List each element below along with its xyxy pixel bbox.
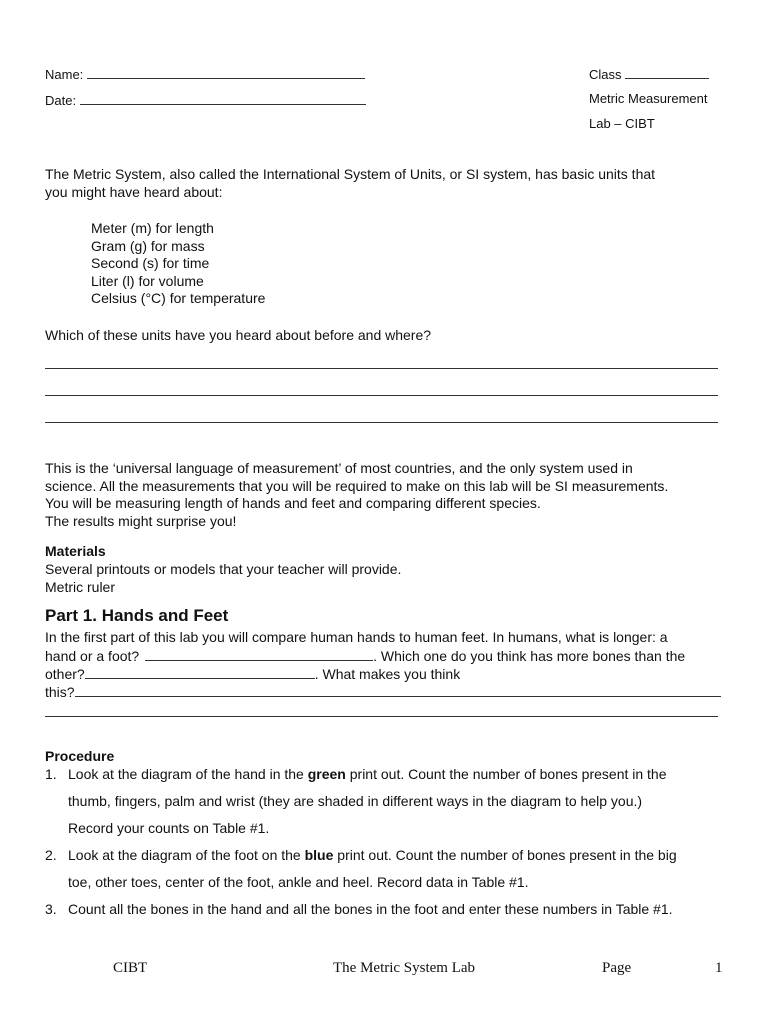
more-bones-answer-line[interactable] bbox=[85, 665, 315, 679]
footer-page-number: 1 bbox=[715, 960, 723, 976]
date-input-line[interactable] bbox=[80, 91, 366, 105]
name-label: Name: bbox=[45, 67, 84, 82]
date-label: Date: bbox=[45, 93, 77, 108]
answer-line[interactable] bbox=[45, 716, 718, 717]
doc-title-line2: Lab – CIBT bbox=[589, 116, 655, 131]
materials-heading: Materials bbox=[45, 543, 106, 559]
materials-item: Several printouts or models that your teacher will provide. bbox=[45, 561, 402, 577]
part1-line2: hand or a foot? . Which one do you think has more bones than the bbox=[45, 648, 686, 664]
footer-page-label: Page bbox=[602, 960, 632, 976]
procedure-list bbox=[45, 761, 677, 923]
unit-item: Gram (g) for mass bbox=[91, 237, 205, 254]
footer-left: CIBT bbox=[113, 960, 148, 976]
units-list bbox=[91, 220, 265, 308]
part1-line4: this? bbox=[45, 683, 721, 702]
answer-line[interactable] bbox=[45, 422, 718, 423]
class-label: Class bbox=[589, 67, 622, 82]
unit-item: Second (s) for time bbox=[91, 255, 210, 271]
part1-heading: Part 1. Hands and Feet bbox=[45, 606, 229, 625]
procedure-step-1: 1. Look at the diagram of the hand in the green print out. Count the number of bones present in the bbox=[45, 766, 667, 782]
date-row bbox=[45, 91, 366, 108]
class-input-line[interactable] bbox=[625, 65, 709, 79]
intro-paragraph: The Metric System, also called the International System of Units, or SI system, has basic units that you might have heard about: bbox=[45, 166, 656, 200]
reason-answer-line[interactable] bbox=[75, 683, 721, 697]
answer-line[interactable] bbox=[45, 368, 718, 369]
procedure-step-1-cont: thumb, fingers, palm and wrist (they are shaded in different ways in the diagram to help you.) bbox=[68, 793, 643, 809]
class-row bbox=[589, 65, 709, 82]
universal-paragraph: This is the ‘universal language of measurement’ of most countries, and the only system used in science. All the measurements that you will be required to make on this lab will be SI measurements. You will be measuring length of hands and feet and comparing different species. The results might surprise you! bbox=[45, 460, 669, 529]
unit-item: Meter (m) for length bbox=[91, 220, 214, 236]
procedure-step-2-cont: toe, other toes, center of the foot, ankle and heel. Record data in Table #1. bbox=[68, 874, 529, 890]
procedure-step-3: 3. Count all the bones in the hand and all the bones in the foot and enter these numbers in Table #1. bbox=[45, 901, 673, 917]
procedure-heading: Procedure bbox=[45, 748, 115, 764]
unit-item: Celsius (°C) for temperature bbox=[91, 290, 266, 306]
part1-line1: In the first part of this lab you will compare human hands to human feet. In humans, what is longer: a bbox=[45, 629, 668, 645]
procedure-step-1-cont: Record your counts on Table #1. bbox=[68, 820, 270, 836]
materials-list bbox=[45, 561, 401, 596]
procedure-step-2: 2. Look at the diagram of the foot on the blue print out. Count the number of bones present in the big bbox=[45, 847, 677, 863]
longer-answer-line[interactable] bbox=[145, 647, 373, 661]
part1-line3: other? . What makes you think bbox=[45, 666, 461, 682]
units-question: Which of these units have you heard about before and where? bbox=[45, 327, 432, 343]
answer-line[interactable] bbox=[45, 395, 718, 396]
doc-title-line1: Metric Measurement bbox=[589, 91, 708, 106]
name-input-line[interactable] bbox=[87, 65, 365, 79]
footer-title: The Metric System Lab bbox=[333, 960, 476, 976]
name-row bbox=[45, 65, 365, 82]
unit-item: Liter (l) for volume bbox=[91, 272, 204, 289]
materials-item: Metric ruler bbox=[45, 578, 116, 595]
